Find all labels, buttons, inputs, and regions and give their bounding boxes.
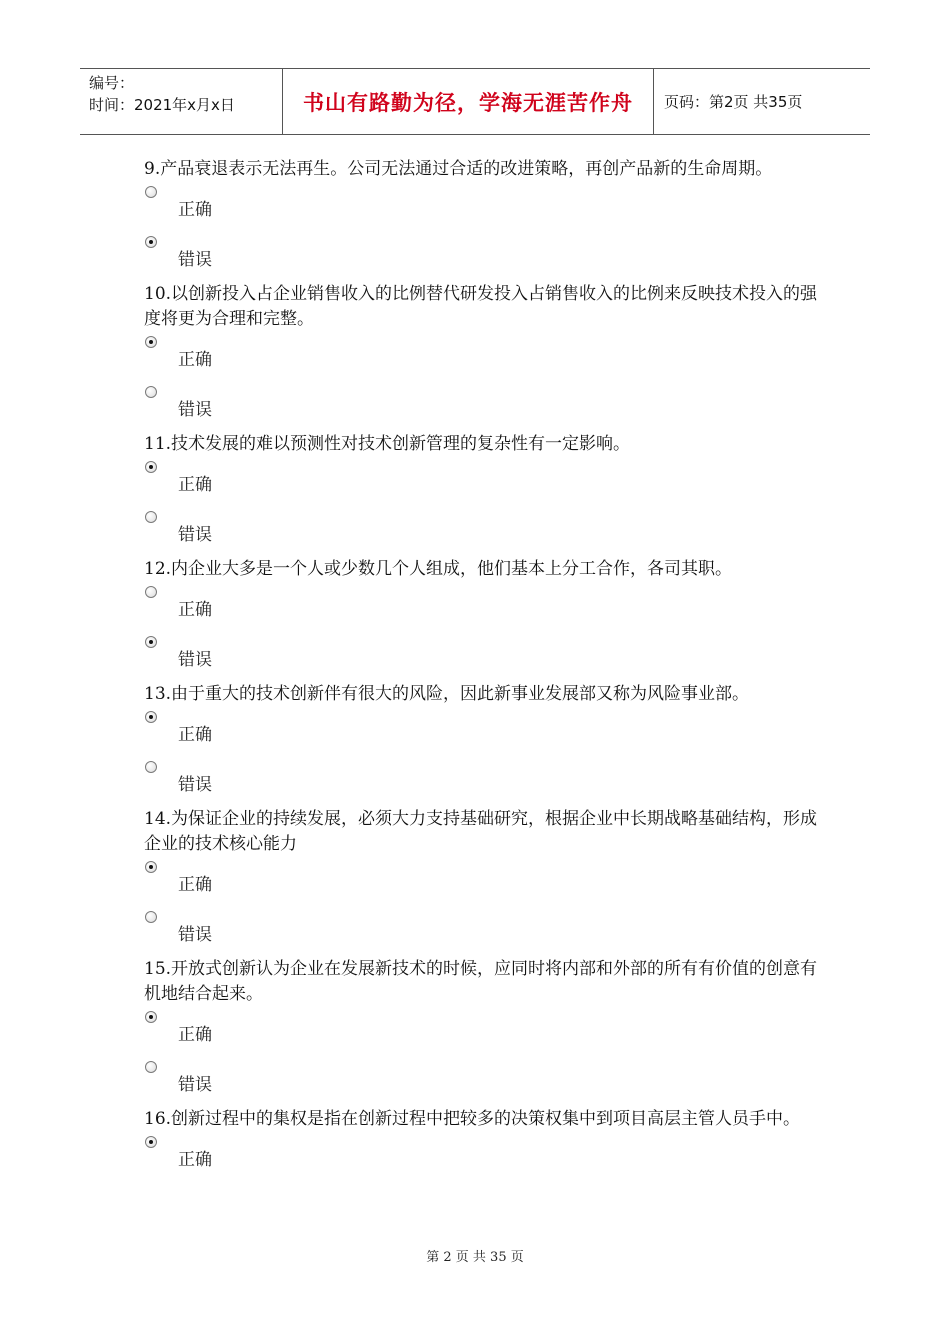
question-item [144, 807, 824, 957]
question-item [144, 957, 824, 1107]
option-label: 正确 [178, 725, 212, 745]
radio-checked-icon[interactable] [145, 711, 157, 723]
header-page-info: 页码：第2页 共35页 [664, 93, 803, 111]
option-label: 正确 [178, 600, 212, 620]
question-text: 16.创新过程中的集权是指在创新过程中把较多的决策权集中到项目高层主管人员手中。 [144, 1109, 801, 1129]
radio-unchecked-icon[interactable] [145, 1061, 157, 1073]
question-text: 13.由于重大的技术创新伴有很大的风险，因此新事业发展部又称为风险事业部。 [144, 684, 750, 704]
document-number-label: 编号： [89, 74, 135, 92]
radio-unchecked-icon[interactable] [145, 761, 157, 773]
radio-checked-icon[interactable] [145, 236, 157, 248]
radio-checked-icon[interactable] [145, 1011, 157, 1023]
radio-checked-icon[interactable] [145, 1136, 157, 1148]
question-item [144, 157, 824, 282]
answer-option[interactable] [144, 1132, 824, 1182]
answer-option[interactable] [144, 1007, 824, 1057]
radio-checked-icon[interactable] [145, 636, 157, 648]
header-motto: 书山有路勤为径，学海无涯苦作舟 [282, 69, 654, 134]
option-label: 错误 [178, 650, 212, 670]
radio-checked-icon[interactable] [145, 861, 157, 873]
answer-option[interactable] [144, 582, 824, 632]
radio-unchecked-icon[interactable] [145, 911, 157, 923]
option-label: 错误 [178, 525, 212, 545]
radio-checked-icon[interactable] [145, 336, 157, 348]
option-label: 错误 [178, 400, 212, 420]
answer-option[interactable] [144, 182, 824, 232]
page-footer: 第 2 页 共 35 页 [426, 1250, 524, 1265]
question-text: 12.内企业大多是一个人或少数几个人组成，他们基本上分工合作，各司其职。 [144, 559, 733, 579]
option-label: 错误 [178, 775, 212, 795]
question-list [144, 157, 824, 1182]
answer-option[interactable] [144, 382, 824, 432]
radio-checked-icon[interactable] [145, 461, 157, 473]
answer-option[interactable] [144, 332, 824, 382]
question-text: 11.技术发展的难以预测性对技术创新管理的复杂性有一定影响。 [144, 434, 631, 454]
question-item [144, 682, 824, 807]
answer-option[interactable] [144, 632, 824, 682]
radio-unchecked-icon[interactable] [145, 586, 157, 598]
option-label: 正确 [178, 350, 212, 370]
answer-option[interactable] [144, 707, 824, 757]
question-item [144, 432, 824, 557]
radio-unchecked-icon[interactable] [145, 186, 157, 198]
option-label: 正确 [178, 1150, 212, 1170]
option-label: 正确 [178, 475, 212, 495]
answer-option[interactable] [144, 457, 824, 507]
page-header [80, 68, 870, 135]
option-label: 正确 [178, 1025, 212, 1045]
radio-unchecked-icon[interactable] [145, 386, 157, 398]
answer-option[interactable] [144, 857, 824, 907]
question-item [144, 282, 824, 432]
option-label: 正确 [178, 200, 212, 220]
option-label: 正确 [178, 875, 212, 895]
answer-option[interactable] [144, 757, 824, 807]
question-text: 9.产品衰退表示无法再生。公司无法通过合适的改进策略，再创产品新的生命周期。 [144, 159, 773, 179]
header-meta [80, 69, 282, 134]
option-label: 错误 [178, 925, 212, 945]
question-item [144, 557, 824, 682]
option-label: 错误 [178, 1075, 212, 1095]
answer-option[interactable] [144, 507, 824, 557]
answer-option[interactable] [144, 232, 824, 282]
question-text: 14.为保证企业的持续发展，必须大力支持基础研究，根据企业中长期战略基础结构，形成企业的技术核心能力 [144, 809, 818, 854]
answer-option[interactable] [144, 907, 824, 957]
radio-unchecked-icon[interactable] [145, 511, 157, 523]
answer-option[interactable] [144, 1057, 824, 1107]
document-date: 时间：2021年x月x日 [89, 96, 235, 114]
option-label: 错误 [178, 250, 212, 270]
question-item [144, 1107, 824, 1182]
question-text: 10.以创新投入占企业销售收入的比例替代研发投入占销售收入的比例来反映技术投入的强度将更为合理和完整。 [144, 284, 818, 329]
question-text: 15.开放式创新认为企业在发展新技术的时候，应同时将内部和外部的所有有价值的创意有机地结合起来。 [144, 959, 818, 1004]
